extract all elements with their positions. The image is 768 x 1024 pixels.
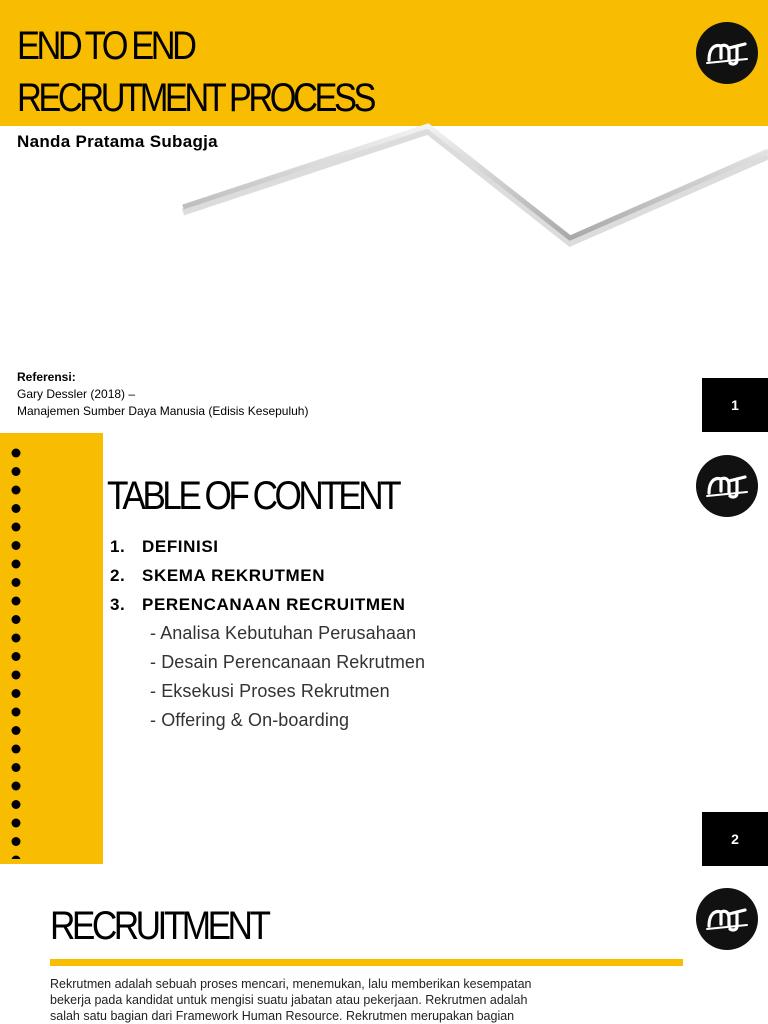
toc-item-number: 2. — [110, 566, 126, 585]
toc-title: TABLE OF CONTENT — [107, 474, 399, 518]
sidebar-dot — [12, 671, 21, 680]
body-paragraph — [50, 976, 630, 1024]
brand-logo-icon — [696, 455, 758, 517]
toc-subitem: - Offering & On-boarding — [150, 710, 350, 730]
sidebar-dot — [12, 782, 21, 791]
reference-label: Referensi: — [17, 370, 76, 384]
sidebar-dot — [12, 486, 21, 495]
sidebar-dot — [12, 819, 21, 828]
sidebar-dot — [12, 726, 21, 735]
toc-item-label: PERENCANAAN RECRUITMEN — [142, 595, 406, 614]
toc-subitem: - Desain Perencanaan Rekrutmen — [150, 652, 426, 672]
dotted-sidebar-decoration — [9, 447, 23, 859]
sidebar-dot — [12, 504, 21, 513]
body-line: salah satu bagian dari Framework Human Resource. Rekrutmen merupakan bagian — [50, 1009, 515, 1023]
toc-item-label: DEFINISI — [142, 537, 219, 556]
toc-subitem: - Analisa Kebutuhan Perusahaan — [150, 623, 417, 643]
toc-item-skema — [110, 561, 425, 590]
body-line: Rekrutmen adalah sebuah proses mencari, menemukan, lalu memberikan kesempatan — [50, 977, 532, 991]
sidebar-dot — [12, 467, 21, 476]
sidebar-dot — [12, 634, 21, 643]
sidebar-dot — [12, 615, 21, 624]
toc-item-perencanaan — [110, 590, 425, 619]
sidebar-dot — [12, 449, 21, 458]
sidebar-dot — [12, 560, 21, 569]
decorative-zigzag-line — [0, 110, 768, 260]
sidebar-dot — [12, 578, 21, 587]
sidebar-dot — [12, 856, 21, 860]
sidebar-dot — [12, 597, 21, 606]
brand-logo-icon — [696, 22, 758, 84]
sidebar-dot — [12, 652, 21, 661]
sidebar-dot — [12, 745, 21, 754]
sidebar-dot — [12, 523, 21, 532]
body-line: bekerja pada kandidat untuk mengisi suatu jabatan atau pekerjaan. Rekrutmen adalah — [50, 993, 528, 1007]
toc-item-number: 1. — [110, 537, 126, 556]
toc-subitem: - Eksekusi Proses Rekrutmen — [150, 681, 390, 701]
toc-item-label: SKEMA REKRUTMEN — [142, 566, 326, 585]
brand-logo-icon — [696, 888, 758, 950]
section-title: RECRUITMENT — [50, 904, 268, 948]
author-name: Nanda Pratama Subagja — [17, 132, 218, 151]
title-underline — [50, 959, 683, 966]
page-number-badge: 2 — [702, 812, 768, 866]
sidebar-dot — [12, 689, 21, 698]
reference-author: Gary Dessler (2018) – — [17, 387, 136, 401]
reference-book-title: Manajemen Sumber Daya Manusia (Edisis Kesepuluh) — [17, 404, 309, 418]
toc-list — [110, 532, 425, 735]
sidebar-dot — [12, 541, 21, 550]
slide-title-line-1: END TO END — [17, 24, 194, 68]
sidebar-dot — [12, 763, 21, 772]
sidebar-dot — [12, 708, 21, 717]
toc-item-number: 3. — [110, 595, 126, 614]
slide-title-line-2: RECRUTMENT PROCESS — [17, 76, 374, 120]
sidebar-dot — [12, 837, 21, 846]
toc-item-definisi — [110, 532, 425, 561]
page-number-badge: 1 — [702, 378, 768, 432]
sidebar-dot — [12, 800, 21, 809]
